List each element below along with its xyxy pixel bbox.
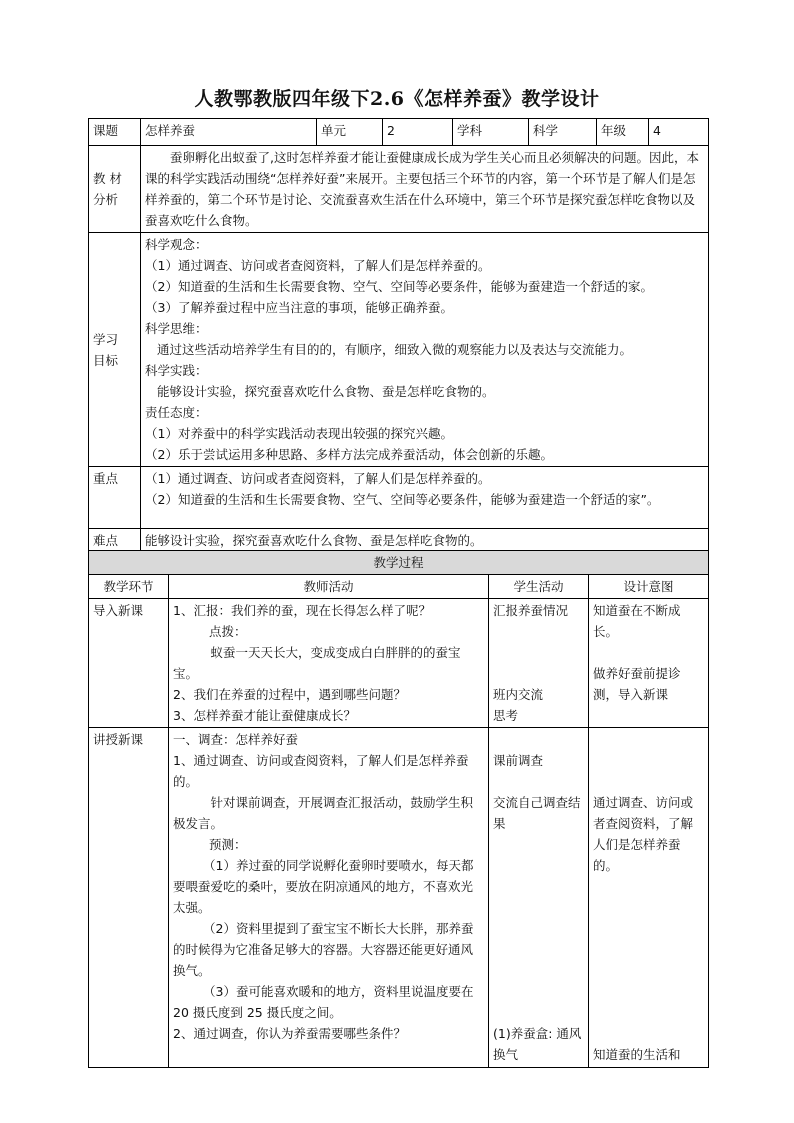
- teacher-line: 1、通过调查、访问或查阅资料，了解人们是怎样养蚕的。: [173, 753, 469, 789]
- teacher-line: （3）蚕可能喜欢暖和的地方，资料里说温度要在 20 摄氏度到 25 摄氏度之间。: [173, 984, 474, 1020]
- key-label: 重点: [89, 467, 141, 529]
- topic-label: 课题: [89, 119, 141, 146]
- analysis-label-2: 分析: [93, 192, 119, 207]
- col-teacher: 教师活动: [169, 575, 489, 599]
- goals-label-2: 目标: [93, 352, 119, 368]
- goals-label: [89, 233, 141, 467]
- student-line: 交流自己调查结果: [493, 795, 581, 831]
- grade-value: 4: [649, 119, 709, 146]
- goal-item: （1）通过调查、访问或者查阅资料，了解人们是怎样养蚕的。: [145, 258, 491, 273]
- goal-heading-attitude: 责任态度：: [145, 405, 208, 420]
- goal-heading-concept: 科学观念：: [145, 237, 208, 252]
- subject-label: 学科: [453, 119, 529, 146]
- teacher-intro: [169, 599, 489, 728]
- teacher-line: 点拨：: [209, 624, 247, 639]
- goals-content: [141, 233, 709, 467]
- unit-label: 单元: [317, 119, 383, 146]
- student-line: 汇报养蚕情况: [493, 603, 569, 618]
- intent-line: 知道蚕的生活和: [593, 1047, 681, 1062]
- teacher-new: [169, 728, 489, 1068]
- subject-value: 科学: [529, 119, 597, 146]
- difficult-text: 能够设计实验，探究蚕喜欢吃什么食物、蚕是怎样吃食物的。: [141, 529, 709, 556]
- goal-heading-thinking: 科学思维：: [145, 321, 208, 336]
- analysis-label: [89, 146, 141, 233]
- grade-label: 年级: [597, 119, 649, 146]
- col-intent: 设计意图: [589, 575, 709, 599]
- goal-item: （3）了解养蚕过程中应当注意的事项，能够正确养蚕。: [145, 300, 453, 315]
- student-line: 课前调查: [493, 753, 544, 768]
- student-line: 思考: [493, 708, 519, 723]
- intent-intro: [589, 599, 709, 728]
- page-title: 人教鄂教版四年级下2.6《怎样养蚕》教学设计: [194, 88, 600, 110]
- col-student: 学生活动: [489, 575, 589, 599]
- lesson-info-table: [88, 118, 709, 556]
- student-intro: [489, 599, 589, 728]
- col-stage: 教学环节: [89, 575, 169, 599]
- goal-item: （1）对养蚕中的科学实践活动表现出较强的探究兴趣。: [145, 426, 453, 441]
- intent-line: 知道蚕在不断成长。: [593, 603, 681, 639]
- student-line: (1)养蚕盒: 通风换气: [493, 1026, 582, 1062]
- teacher-line: 2、我们在养蚕的过程中，遇到哪些问题？: [173, 687, 406, 702]
- goal-heading-practice: 科学实践：: [145, 363, 208, 378]
- topic-value: 怎样养蚕: [141, 119, 317, 146]
- intent-line: 通过调查、访问或者查阅资料，了解人们是怎样养蚕的。: [593, 795, 694, 873]
- key-item: （1）通过调查、访问或者查阅资料，了解人们是怎样养蚕的。: [145, 471, 491, 486]
- teacher-line: 1、汇报：我们养的蚕，现在长得怎么样了呢？: [173, 603, 431, 618]
- goals-label-1: 学习: [93, 331, 119, 347]
- teacher-line: （1）养过蚕的同学说孵化蚕卵时要喷水，每天都要喂蚕爱吃的桑叶，要放在阴凉通风的地方，不喜欢光太强。: [173, 858, 474, 915]
- goal-item: 通过这些活动培养学生有目的的，有顺序，细致入微的观察能力以及表达与交流能力。: [157, 342, 633, 357]
- student-new: [489, 728, 589, 1068]
- teacher-line: 2、通过调查，你认为养蚕需要哪些条件？: [173, 1026, 406, 1041]
- student-line: 班内交流: [493, 687, 544, 702]
- teacher-line: 蚁蚕一天天长大，变成变成白白胖胖的的蚕宝宝。: [173, 645, 461, 681]
- intent-new: [589, 728, 709, 1068]
- teacher-line: （2）资料里提到了蚕宝宝不断长大长胖，那养蚕的时候得为它准备足够大的容器。大容器还能更好通风换气。: [173, 921, 474, 978]
- key-item: （2）知道蚕的生活和生长需要食物、空气、空间等必要条件，能够为蚕建造一个舒适的家”。: [145, 492, 660, 507]
- unit-value: 2: [383, 119, 453, 146]
- analysis-label-1: 教 材: [93, 171, 122, 186]
- difficult-label: 难点: [89, 529, 141, 556]
- teacher-line: 一、调查：怎样养好蚕: [173, 732, 299, 747]
- teacher-line: 3、怎样养蚕才能让蚕健康成长？: [173, 708, 356, 723]
- goal-item: 能够设计实验，探究蚕喜欢吃什么食物、蚕是怎样吃食物的。: [157, 384, 495, 399]
- analysis-text: 蚕卵孵化出蚁蚕了,这时怎样养蚕才能让蚕健康成长成为学生关心而且必须解决的问题。因此，本课的科学实践活动围绕“怎样养好蚕”来展开。主要包括三个环节的内容，第一个环节是了解人们是怎样养蚕的，第二个环节是讨论、交流蚕喜欢生活在什么环境中，第三个环节是探究蚕怎样吃食物以及蚕喜欢吃什么食物。: [141, 146, 709, 233]
- process-heading: 教学过程: [89, 551, 709, 575]
- key-content: [141, 467, 709, 529]
- stage-intro: 导入新课: [89, 599, 169, 728]
- teacher-line: 预测：: [209, 837, 247, 852]
- intent-line: 做养好蚕前提诊测，导入新课: [593, 666, 681, 702]
- process-table: [88, 550, 709, 1068]
- goal-item: （2）知道蚕的生活和生长需要食物、空气、空间等必要条件，能够为蚕建造一个舒适的家。: [145, 279, 653, 294]
- teacher-line: 针对课前调查，开展调查汇报活动，鼓励学生积极发言。: [173, 795, 474, 831]
- stage-new: 讲授新课: [89, 728, 169, 1068]
- goal-item: （2）乐于尝试运用多种思路、多样方法完成养蚕活动，体会创新的乐趣。: [145, 447, 553, 462]
